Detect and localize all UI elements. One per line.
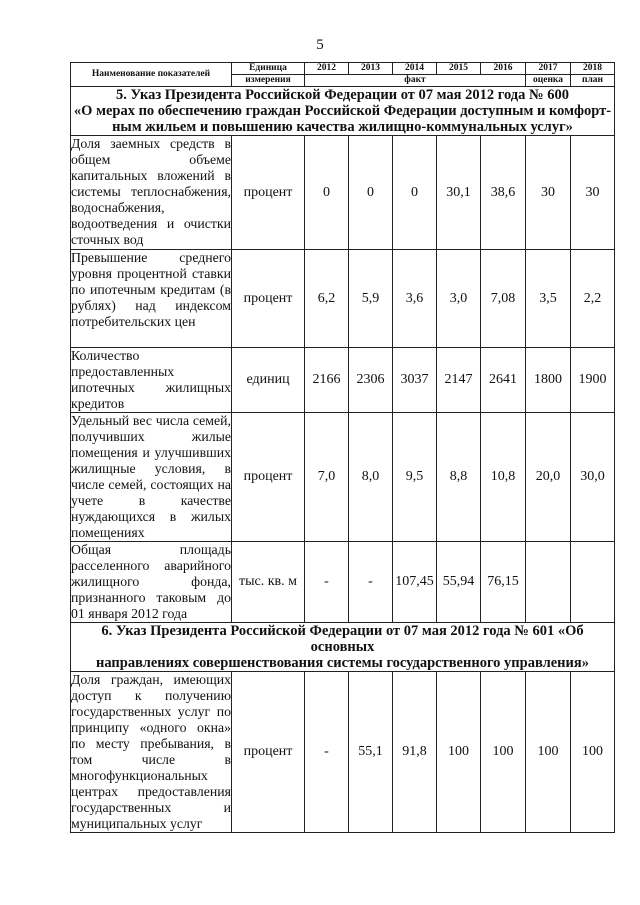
table-row — [71, 136, 615, 250]
value-2013: 55,1 — [349, 672, 393, 833]
value-2017: 3,5 — [526, 250, 571, 348]
indicators-table — [70, 62, 615, 833]
value-2015: 3,0 — [437, 250, 481, 348]
value-2016: 2641 — [481, 348, 526, 413]
value-2015: 55,94 — [437, 542, 481, 623]
section-title — [71, 87, 615, 136]
value-2015: 2147 — [437, 348, 481, 413]
value-2016: 7,08 — [481, 250, 526, 348]
indicator-name: Количество предоставленных ипотечных жилищных кредитов — [71, 348, 231, 411]
table-row — [71, 348, 615, 413]
header-fact: факт — [305, 75, 526, 87]
indicator-unit: тыс. кв. м — [232, 542, 305, 623]
indicator-name: Доля заемных средств в общем объеме капитальных вложений в системы теплоснабжения, водоснабжения, водоотведения и очистки сточных вод — [71, 136, 232, 250]
value-2017: 30 — [526, 136, 571, 250]
value-2012: - — [305, 542, 349, 623]
indicator-name: Удельный вес числа семей, получивших жилые помещения и улучшивших жилищные условия, в числе семей, состоящих на учете в качестве нуждающихся в жилых помещениях — [71, 413, 231, 540]
section-title-row — [71, 623, 615, 672]
section-title-line: «О мерах по обеспечению граждан Российской Федерации доступным и комфорт- — [73, 103, 612, 119]
value-2014: 3,6 — [393, 250, 437, 348]
value-2012: 7,0 — [305, 413, 349, 542]
header-year: 2015 — [437, 63, 481, 75]
indicator-unit: процент — [232, 250, 305, 348]
value-2014: 9,5 — [393, 413, 437, 542]
value-2018: 30,0 — [571, 413, 615, 542]
table-row — [71, 672, 615, 833]
section-title-line: ным жильем и повышению качества жилищно-коммунальных услуг» — [112, 119, 573, 135]
section-title-line: 6. Указ Президента Российской Федерации от 07 мая 2012 года № 601 «Об основных — [101, 623, 584, 655]
value-2016: 76,15 — [481, 542, 526, 623]
section-title-line: направлениях совершенствования системы государственного управления» — [96, 655, 589, 671]
value-2014: 107,45 — [393, 542, 437, 623]
header-year: 2016 — [481, 63, 526, 75]
value-2016: 10,8 — [481, 413, 526, 542]
table-row — [71, 413, 615, 542]
table-row — [71, 542, 615, 623]
indicator-name: Доля граждан, имеющих доступ к получению государственных услуг по принципу «одного окна» по месту пребывания, в том числе в многофункциональных центрах предоставления государственных и муниципальных услуг — [71, 672, 231, 831]
header-unit-col: Единица — [232, 63, 305, 75]
section-title-row — [71, 87, 615, 136]
header-year: 2018 — [571, 63, 615, 75]
header-year: 2017 — [526, 63, 571, 75]
value-2014: 3037 — [393, 348, 437, 413]
indicator-unit: процент — [232, 413, 305, 542]
value-2018: 1900 — [571, 348, 615, 413]
value-2015: 30,1 — [437, 136, 481, 250]
indicator-name: Превышение среднего уровня процентной ставки по ипотечным кредитам (в рублях) над индексом потребительских цен — [71, 250, 232, 348]
header-row-1 — [71, 63, 615, 75]
value-2018: 100 — [571, 672, 615, 833]
header-year: 2013 — [349, 63, 393, 75]
indicator-name: Общая площадь расселенного аварийного жилищного фонда, признанного таковым до 01 января 2012 года — [71, 542, 231, 621]
value-2016: 38,6 — [481, 136, 526, 250]
indicator-unit: единиц — [232, 348, 305, 413]
header-plan: план — [571, 75, 615, 87]
table-row — [71, 250, 615, 348]
value-2012: - — [305, 672, 349, 833]
header-unit-col-2: измерения — [232, 75, 305, 87]
indicator-unit: процент — [232, 672, 305, 833]
value-2013: 0 — [349, 136, 393, 250]
page-number: 5 — [316, 37, 324, 53]
value-2012: 6,2 — [305, 250, 349, 348]
value-2012: 2166 — [305, 348, 349, 413]
value-2018: 30 — [571, 136, 615, 250]
value-2013: 5,9 — [349, 250, 393, 348]
value-2017: 1800 — [526, 348, 571, 413]
header-year: 2014 — [393, 63, 437, 75]
value-2017: 20,0 — [526, 413, 571, 542]
value-2013: 8,0 — [349, 413, 393, 542]
value-2017 — [526, 542, 571, 623]
value-2018: 2,2 — [571, 250, 615, 348]
value-2015: 8,8 — [437, 413, 481, 542]
value-2013: 2306 — [349, 348, 393, 413]
section-title — [71, 623, 615, 672]
section-title-line: 5. Указ Президента Российской Федерации от 07 мая 2012 года № 600 — [116, 87, 569, 103]
header-estimate: оценка — [526, 75, 571, 87]
value-2013: - — [349, 542, 393, 623]
value-2016: 100 — [481, 672, 526, 833]
value-2014: 91,8 — [393, 672, 437, 833]
value-2012: 0 — [305, 136, 349, 250]
header-name-col: Наименование показателей — [71, 63, 232, 87]
value-2014: 0 — [393, 136, 437, 250]
header-year: 2012 — [305, 63, 349, 75]
value-2018 — [571, 542, 615, 623]
value-2017: 100 — [526, 672, 571, 833]
value-2015: 100 — [437, 672, 481, 833]
indicator-unit: процент — [232, 136, 305, 250]
